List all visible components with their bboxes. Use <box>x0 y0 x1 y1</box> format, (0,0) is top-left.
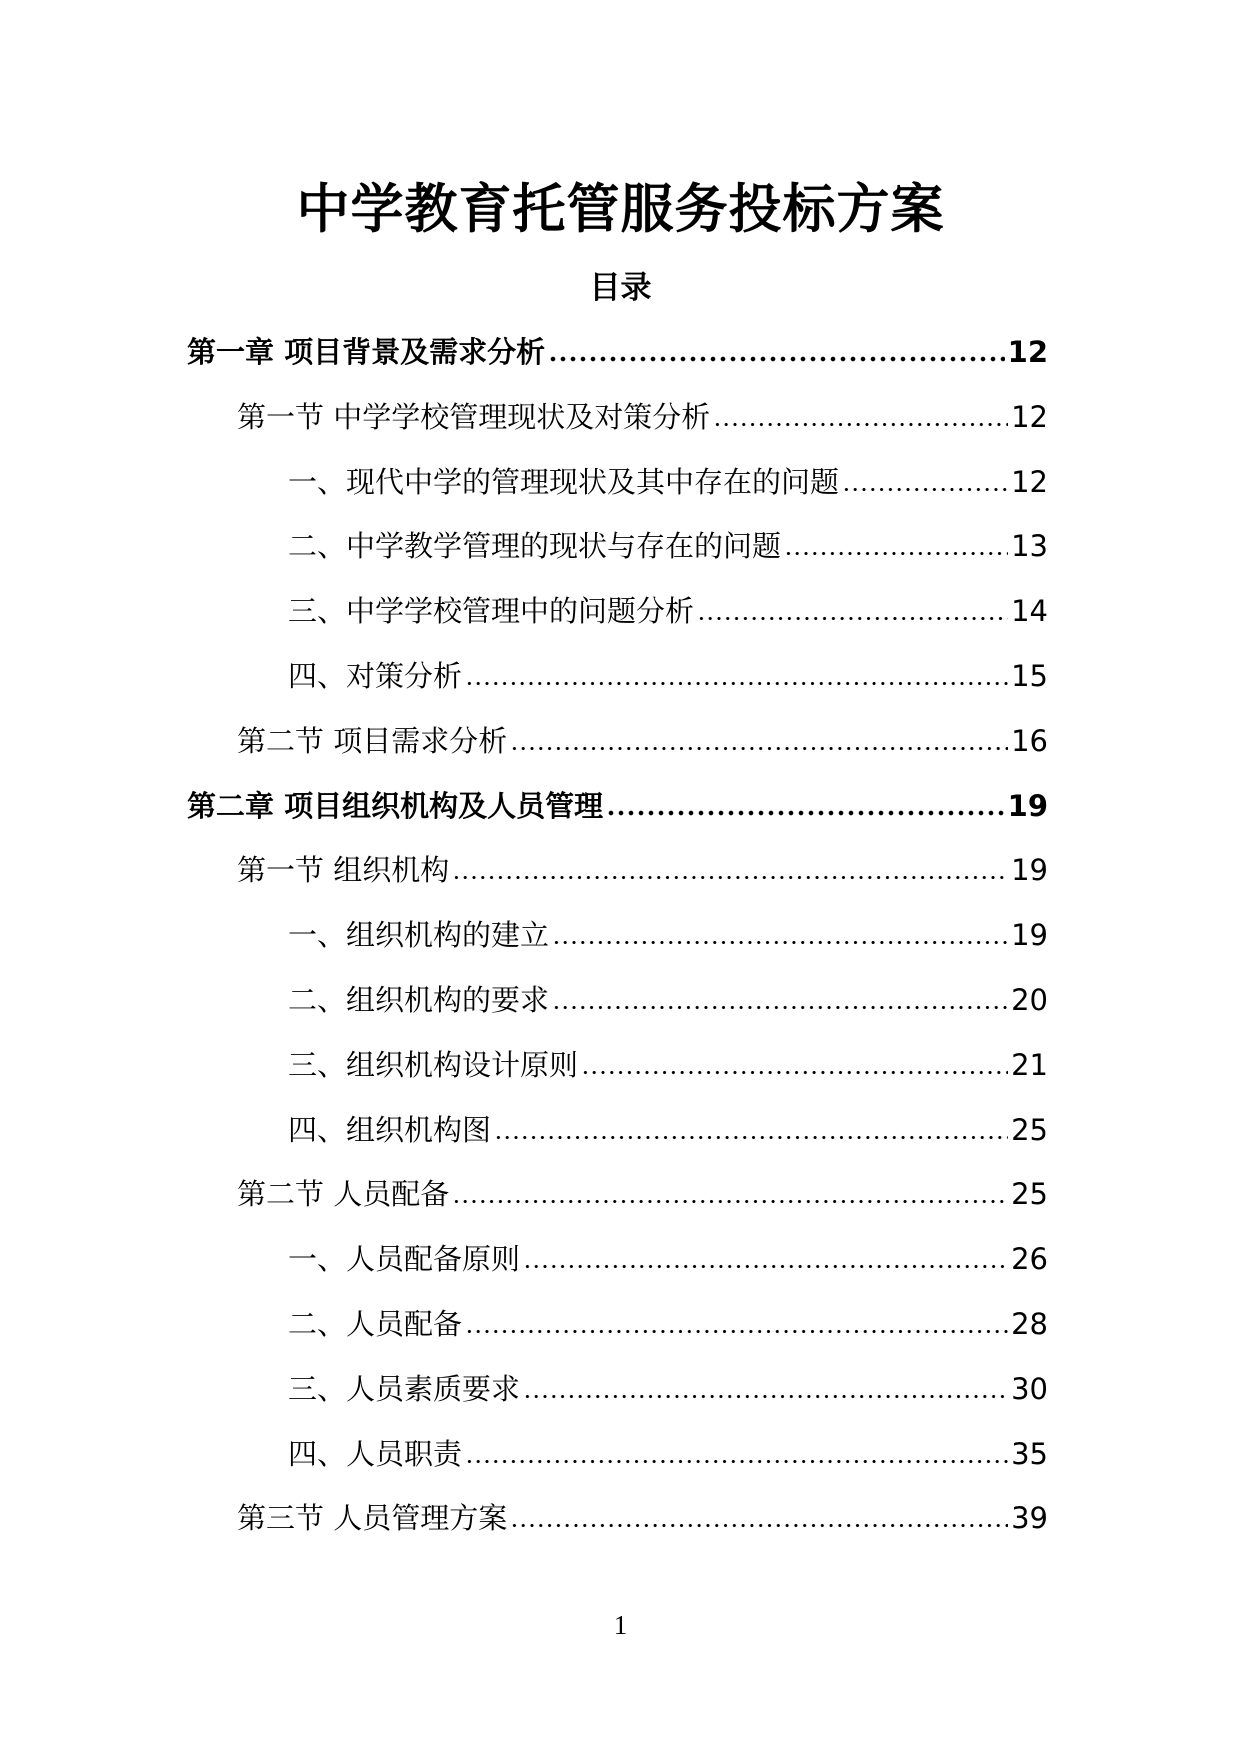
toc-section-1-2[interactable] <box>0 709 1241 774</box>
toc-item-2-2-1[interactable] <box>0 1227 1241 1292</box>
toc-entry-title: 二、组织机构的要求 <box>288 982 550 1017</box>
toc-item-2-1-3[interactable] <box>0 1033 1241 1098</box>
toc-entry-title: 第三节 人员管理方案 <box>237 1501 508 1536</box>
toc-entry-title: 第二章 项目组织机构及人员管理 <box>187 788 604 823</box>
toc-entry-title: 三、组织机构设计原则 <box>288 1047 579 1082</box>
toc-leader-dots <box>713 422 1008 427</box>
toc-leader-dots <box>552 1005 1008 1010</box>
toc-section-2-1[interactable] <box>0 838 1241 903</box>
toc-entry-title: 四、人员职责 <box>288 1436 463 1471</box>
toc-leader-dots <box>523 1394 1008 1399</box>
toc-chapter-1[interactable] <box>0 320 1241 385</box>
table-of-contents <box>0 320 1241 1551</box>
toc-entry-title: 一、组织机构的建立 <box>288 918 550 953</box>
document-title: 中学教育托管服务投标方案 <box>296 179 945 240</box>
toc-page-number: 15 <box>1011 658 1048 693</box>
toc-item-2-1-2[interactable] <box>0 968 1241 1033</box>
toc-entry-title: 第二节 人员配备 <box>237 1177 450 1212</box>
toc-page-number: 13 <box>1011 529 1048 564</box>
toc-item-1-1-2[interactable] <box>0 514 1241 579</box>
toc-item-2-2-2[interactable] <box>0 1292 1241 1357</box>
toc-entry-title: 一、现代中学的管理现状及其中存在的问题 <box>288 464 840 499</box>
toc-item-2-1-1[interactable] <box>0 903 1241 968</box>
toc-page-number: 35 <box>1011 1436 1048 1471</box>
toc-page-number: 25 <box>1011 1112 1048 1147</box>
toc-entry-title: 三、中学学校管理中的问题分析 <box>288 594 695 629</box>
toc-entry-title: 二、人员配备 <box>288 1306 463 1341</box>
toc-item-1-1-4[interactable] <box>0 644 1241 709</box>
toc-entry-title: 二、中学教学管理的现状与存在的问题 <box>288 529 782 564</box>
toc-leader-dots <box>465 1459 1008 1464</box>
toc-leader-dots <box>510 746 1008 751</box>
toc-leader-dots <box>581 1070 1008 1075</box>
toc-item-1-1-3[interactable] <box>0 579 1241 644</box>
toc-page-number: 12 <box>1011 464 1048 499</box>
toc-leader-dots <box>552 940 1008 945</box>
toc-page-number: 16 <box>1011 723 1048 758</box>
toc-page-number: 39 <box>1011 1501 1048 1536</box>
toc-section-2-2[interactable] <box>0 1162 1241 1227</box>
toc-chapter-2[interactable] <box>0 774 1241 839</box>
toc-leader-dots <box>784 551 1008 556</box>
toc-item-2-2-3[interactable] <box>0 1357 1241 1422</box>
toc-page-number: 12 <box>1007 335 1048 369</box>
toc-entry-title: 第二节 项目需求分析 <box>237 723 508 758</box>
toc-leader-dots <box>452 1199 1008 1204</box>
toc-item-1-1-1[interactable] <box>0 450 1241 515</box>
toc-page-number: 12 <box>1011 399 1048 434</box>
toc-page-number: 19 <box>1011 853 1048 888</box>
toc-leader-dots <box>465 681 1008 686</box>
toc-page-number: 30 <box>1011 1371 1048 1406</box>
toc-leader-dots <box>842 487 1008 492</box>
toc-leader-dots <box>697 616 1008 621</box>
toc-item-2-1-4[interactable] <box>0 1098 1241 1163</box>
toc-heading: 目录 <box>589 270 652 306</box>
toc-entry-title: 第一章 项目背景及需求分析 <box>187 335 546 369</box>
toc-page-number: 26 <box>1011 1242 1048 1277</box>
toc-entry-title: 第一节 组织机构 <box>237 853 450 888</box>
toc-page-number: 19 <box>1011 918 1048 953</box>
toc-leader-dots <box>523 1264 1008 1269</box>
toc-leader-dots <box>494 1135 1008 1140</box>
toc-section-2-3[interactable] <box>0 1486 1241 1551</box>
toc-entry-title: 四、对策分析 <box>288 658 463 693</box>
toc-leader-dots <box>465 1329 1008 1334</box>
toc-leader-dots <box>606 810 1005 816</box>
toc-page-number: 20 <box>1011 982 1048 1017</box>
toc-page-number: 21 <box>1011 1047 1048 1082</box>
toc-section-1-1[interactable] <box>0 385 1241 450</box>
toc-page-number: 14 <box>1011 594 1048 629</box>
page-number-footer: 1 <box>613 1610 628 1640</box>
toc-leader-dots <box>510 1523 1008 1528</box>
toc-entry-title: 一、人员配备原则 <box>288 1242 521 1277</box>
toc-entry-title: 三、人员素质要求 <box>288 1371 521 1406</box>
toc-page-number: 19 <box>1007 788 1048 823</box>
toc-entry-title: 四、组织机构图 <box>288 1112 492 1147</box>
toc-page-number: 28 <box>1011 1306 1048 1341</box>
toc-item-2-2-4[interactable] <box>0 1422 1241 1487</box>
toc-leader-dots <box>452 875 1008 880</box>
toc-leader-dots <box>548 356 1005 362</box>
toc-page-number: 25 <box>1011 1177 1048 1212</box>
toc-entry-title: 第一节 中学学校管理现状及对策分析 <box>237 399 711 434</box>
